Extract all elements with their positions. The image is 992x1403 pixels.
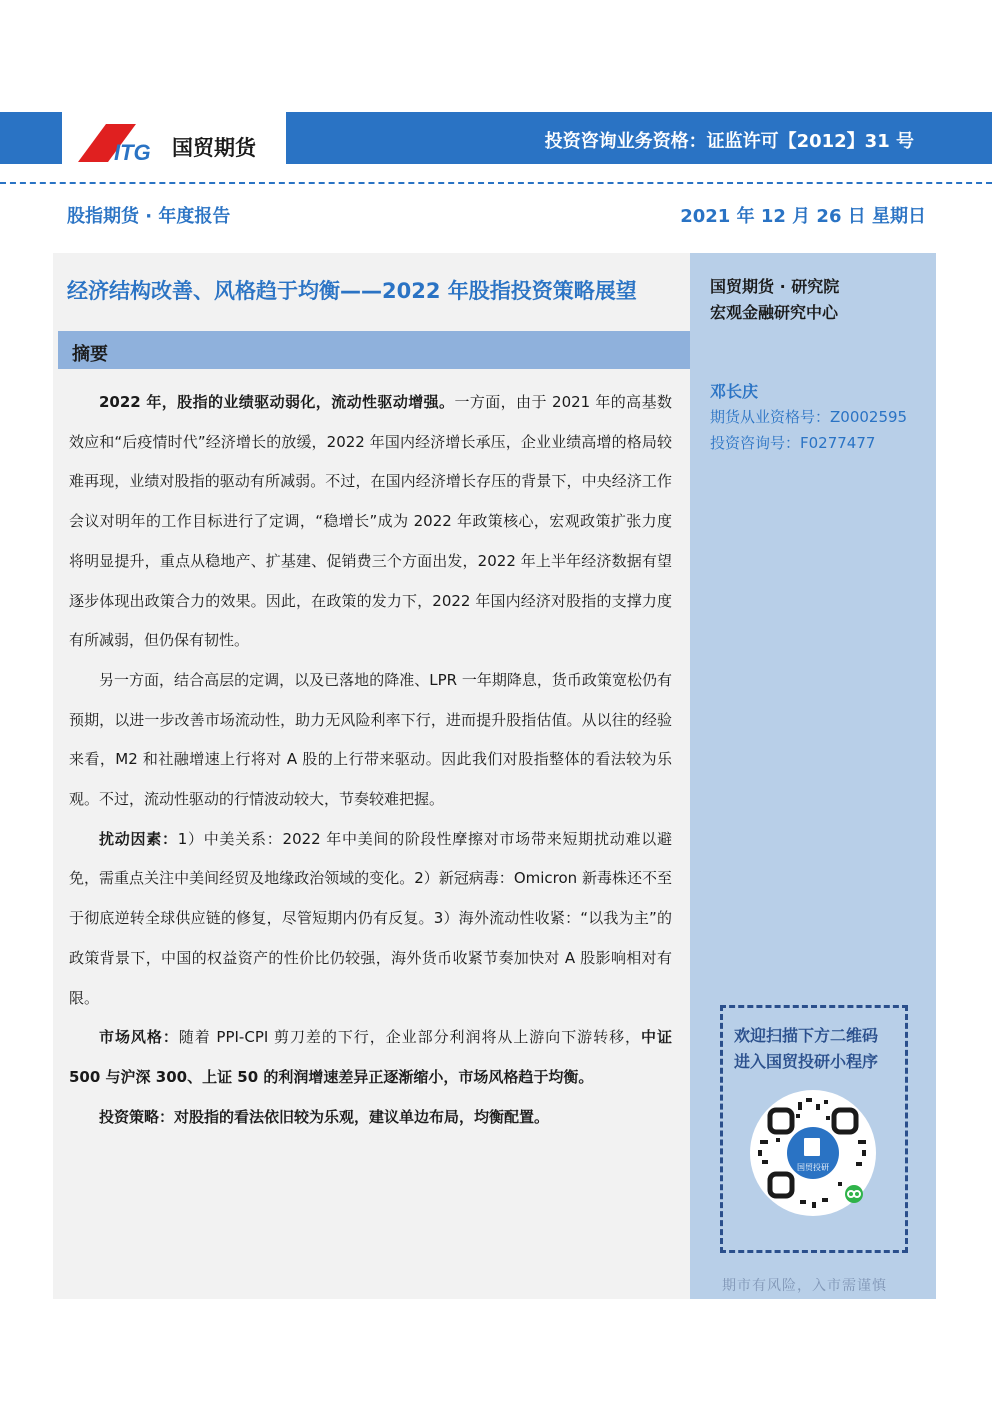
logo-mark: ITG — [114, 140, 151, 164]
paragraph-1 — [69, 383, 672, 661]
author-name: 邓长庆 — [710, 382, 759, 401]
report-title: 经济结构改善、风格趋于均衡——2022 年股指投资策略展望 — [67, 279, 637, 303]
paragraph-3-lead: 扰动因素： — [99, 829, 178, 848]
paragraph-4 — [69, 1018, 672, 1097]
risk-disclaimer: 期市有风险，入市需谨慎 — [722, 1278, 887, 1294]
paragraph-5-lead: 投资策略：对股指的看法依旧较为乐观，建议单边布局，均衡配置。 — [99, 1107, 550, 1126]
paragraph-3 — [69, 820, 672, 1019]
summary-bar — [58, 331, 690, 369]
dashed-divider — [0, 182, 992, 184]
paragraph-5 — [69, 1098, 672, 1138]
summary-heading: 摘要 — [72, 344, 108, 365]
mini-program-qr-icon[interactable] — [748, 1088, 878, 1218]
paragraph-4-text: 随着 PPI-CPI 剪刀差的下行，企业部分利润将从上游向下游转移， — [178, 1028, 642, 1047]
report-category: 股指期货 · 年度报告 — [67, 206, 231, 227]
org-name: 国贸期货 · 研究院 — [710, 277, 840, 296]
report-date: 2021 年 12 月 26 日 星期日 — [680, 206, 926, 227]
futures-cert: 期货从业资格号：Z0002595 — [710, 408, 908, 426]
paragraph-3-text: 1）中美关系：2022 年中美间的阶段性摩擦对市场带来短期扰动难以避免，需重点关注中美间经贸及地缘政治领域的变化。2）新冠病毒：Omicron 新毒株还不至于彻底逆转全球供应链的修复，尽管短期内仍有反复。3）海外流动性收紧：“以我为主”的政策背景下，中国的权益资产的性价比仍较强，海外货币收紧节奏加快对 A 股影响相对有限。 — [69, 829, 672, 1007]
paragraph-2: 另一方面，结合高层的定调，以及已落地的降准、LPR 一年期降息，货币政策宽松仍有预期，以进一步改善市场流动性，助力无风险利率下行，进而提升股指估值。从以往的经验来看，M2 和社融增速上行将对 A 股的上行带来驱动。因此我们对股指整体的看法较为乐观。不过，流动性驱动的行情波动较大，节奏较难把握。 — [69, 670, 672, 809]
paragraph-4-lead: 市场风格： — [99, 1028, 179, 1047]
qr-caption-2: 进入国贸投研小程序 — [734, 1052, 879, 1071]
paragraph-1-text: 一方面，由于 2021 年的高基数效应和“后疫情时代”经济增长的放缓，2022 年国内经济增长承压，企业业绩高增的格局较难再现，业绩对股指的驱动有所减弱。不过，在国内经济增长存压的背景下，中央经济工作会议对明年的工作目标进行了定调，“稳增长”成为 2022 年政策核心，宏观政策扩张力度将明显提升，重点从稳地产、扩基建、促销费三个方面出发，2022 年上半年经济数据有望逐步体现出政策合力的效果。因此，在政策的发力下，2022 年国内经济对股指的支撑力度有所减弱，但仍保有韧性。 — [69, 393, 672, 650]
summary-body — [69, 383, 672, 1137]
logo-text: 国贸期货 — [172, 136, 256, 160]
paragraph-4-conclusion: 中证 500 与沪深 300、上证 50 的利润增速差异正逐渐缩小，市场风格趋于均衡。 — [69, 1028, 672, 1086]
license-text: 投资咨询业务资格：证监许可【2012】31 号 — [544, 131, 914, 152]
advisory-cert: 投资咨询号：F0277477 — [710, 434, 876, 452]
org-department: 宏观金融研究中心 — [710, 303, 839, 322]
header-band-left — [0, 112, 62, 164]
qr-caption-1: 欢迎扫描下方二维码 — [734, 1026, 879, 1045]
paragraph-1-lead: 2022 年，股指的业绩驱动弱化，流动性驱动增强。 — [99, 393, 455, 411]
qr-center-label: 国贸投研 — [797, 1163, 829, 1172]
